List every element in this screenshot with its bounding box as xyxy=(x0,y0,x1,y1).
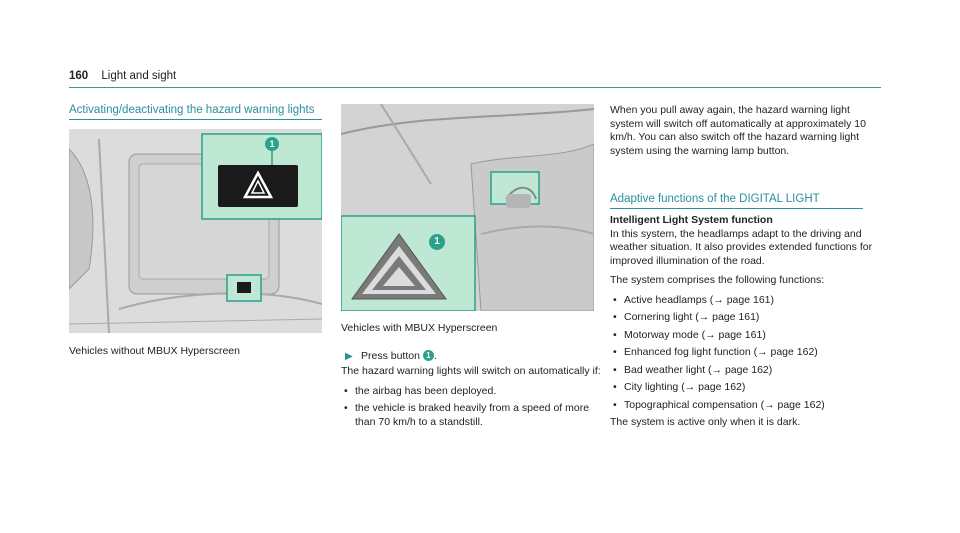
section-title-digital-light xyxy=(610,193,863,205)
digital-light-body xyxy=(610,214,875,436)
step-text-end: . xyxy=(433,349,437,362)
subheading-intelligent-light: Intelligent Light System function xyxy=(610,214,773,226)
console-illustration xyxy=(341,104,594,311)
section-title-underline xyxy=(69,119,322,120)
step-arrow-icon: ▶ xyxy=(345,350,353,362)
list-item: • City lighting (→ page 162) xyxy=(613,381,746,393)
callout-1-fig2: 1 xyxy=(429,234,445,250)
list-item: • Enhanced fog light function (→ page 162) xyxy=(613,346,818,358)
intro-paragraph: In this system, the headlamps adapt to the driving and weather situation. It also provides extended functions for improved illumination of the road. xyxy=(610,227,873,267)
page-number: 160 xyxy=(69,70,89,82)
auto-activation-paragraph: The hazard warning lights will switch on automatically if: xyxy=(341,365,601,377)
list-item: • Motorway mode (→ page 161) xyxy=(613,328,766,341)
figure-caption-without-hyperscreen: Vehicles without MBUX Hyperscreen xyxy=(69,345,240,357)
list-item: • Bad weather light (→ page 162) xyxy=(613,363,773,376)
section-title-hazard xyxy=(69,104,322,116)
header-rule xyxy=(69,87,881,88)
step-text: Press button xyxy=(361,349,420,362)
column-3-text xyxy=(610,104,875,164)
list-item: • Cornering light (→ page 161) xyxy=(613,311,760,323)
list-item: • Topographical compensation (→ page 162) xyxy=(613,398,825,411)
figure-with-hyperscreen xyxy=(341,104,594,311)
chapter-title: Light and sight xyxy=(101,70,177,82)
figure-caption-with-hyperscreen: Vehicles with MBUX Hyperscreen xyxy=(341,322,498,334)
switch-off-paragraph: When you pull away again, the hazard warning light system will switch off automatically at approximately 10 km/h. You can also switch off the hazard warning light system using the warning lamp button. xyxy=(610,104,866,157)
section-title-digital-light-text: Adaptive functions of the DIGITAL LIGHT xyxy=(610,193,820,205)
column-2-text xyxy=(341,322,601,433)
section-title-underline xyxy=(610,208,863,209)
figure-without-hyperscreen xyxy=(69,129,322,333)
list-intro: The system comprises the following functions: xyxy=(610,274,825,286)
list-item: • the airbag has been deployed. xyxy=(344,384,497,397)
closing-paragraph: The system is active only when it is dark. xyxy=(610,416,801,428)
callout-1-fig1: 1 xyxy=(265,137,279,151)
instruction-step xyxy=(341,350,601,364)
callout-1-inline: 1 xyxy=(423,350,434,361)
list-item: • the vehicle is braked heavily from a speed of more than 70 km/h to a standstill. xyxy=(344,402,590,428)
list-item: • Active headlamps (→ page 161) xyxy=(613,293,774,306)
page-header xyxy=(69,70,176,82)
section-title-hazard-text: Activating/deactivating the hazard warning lights xyxy=(69,104,315,116)
dashboard-illustration xyxy=(69,129,322,333)
